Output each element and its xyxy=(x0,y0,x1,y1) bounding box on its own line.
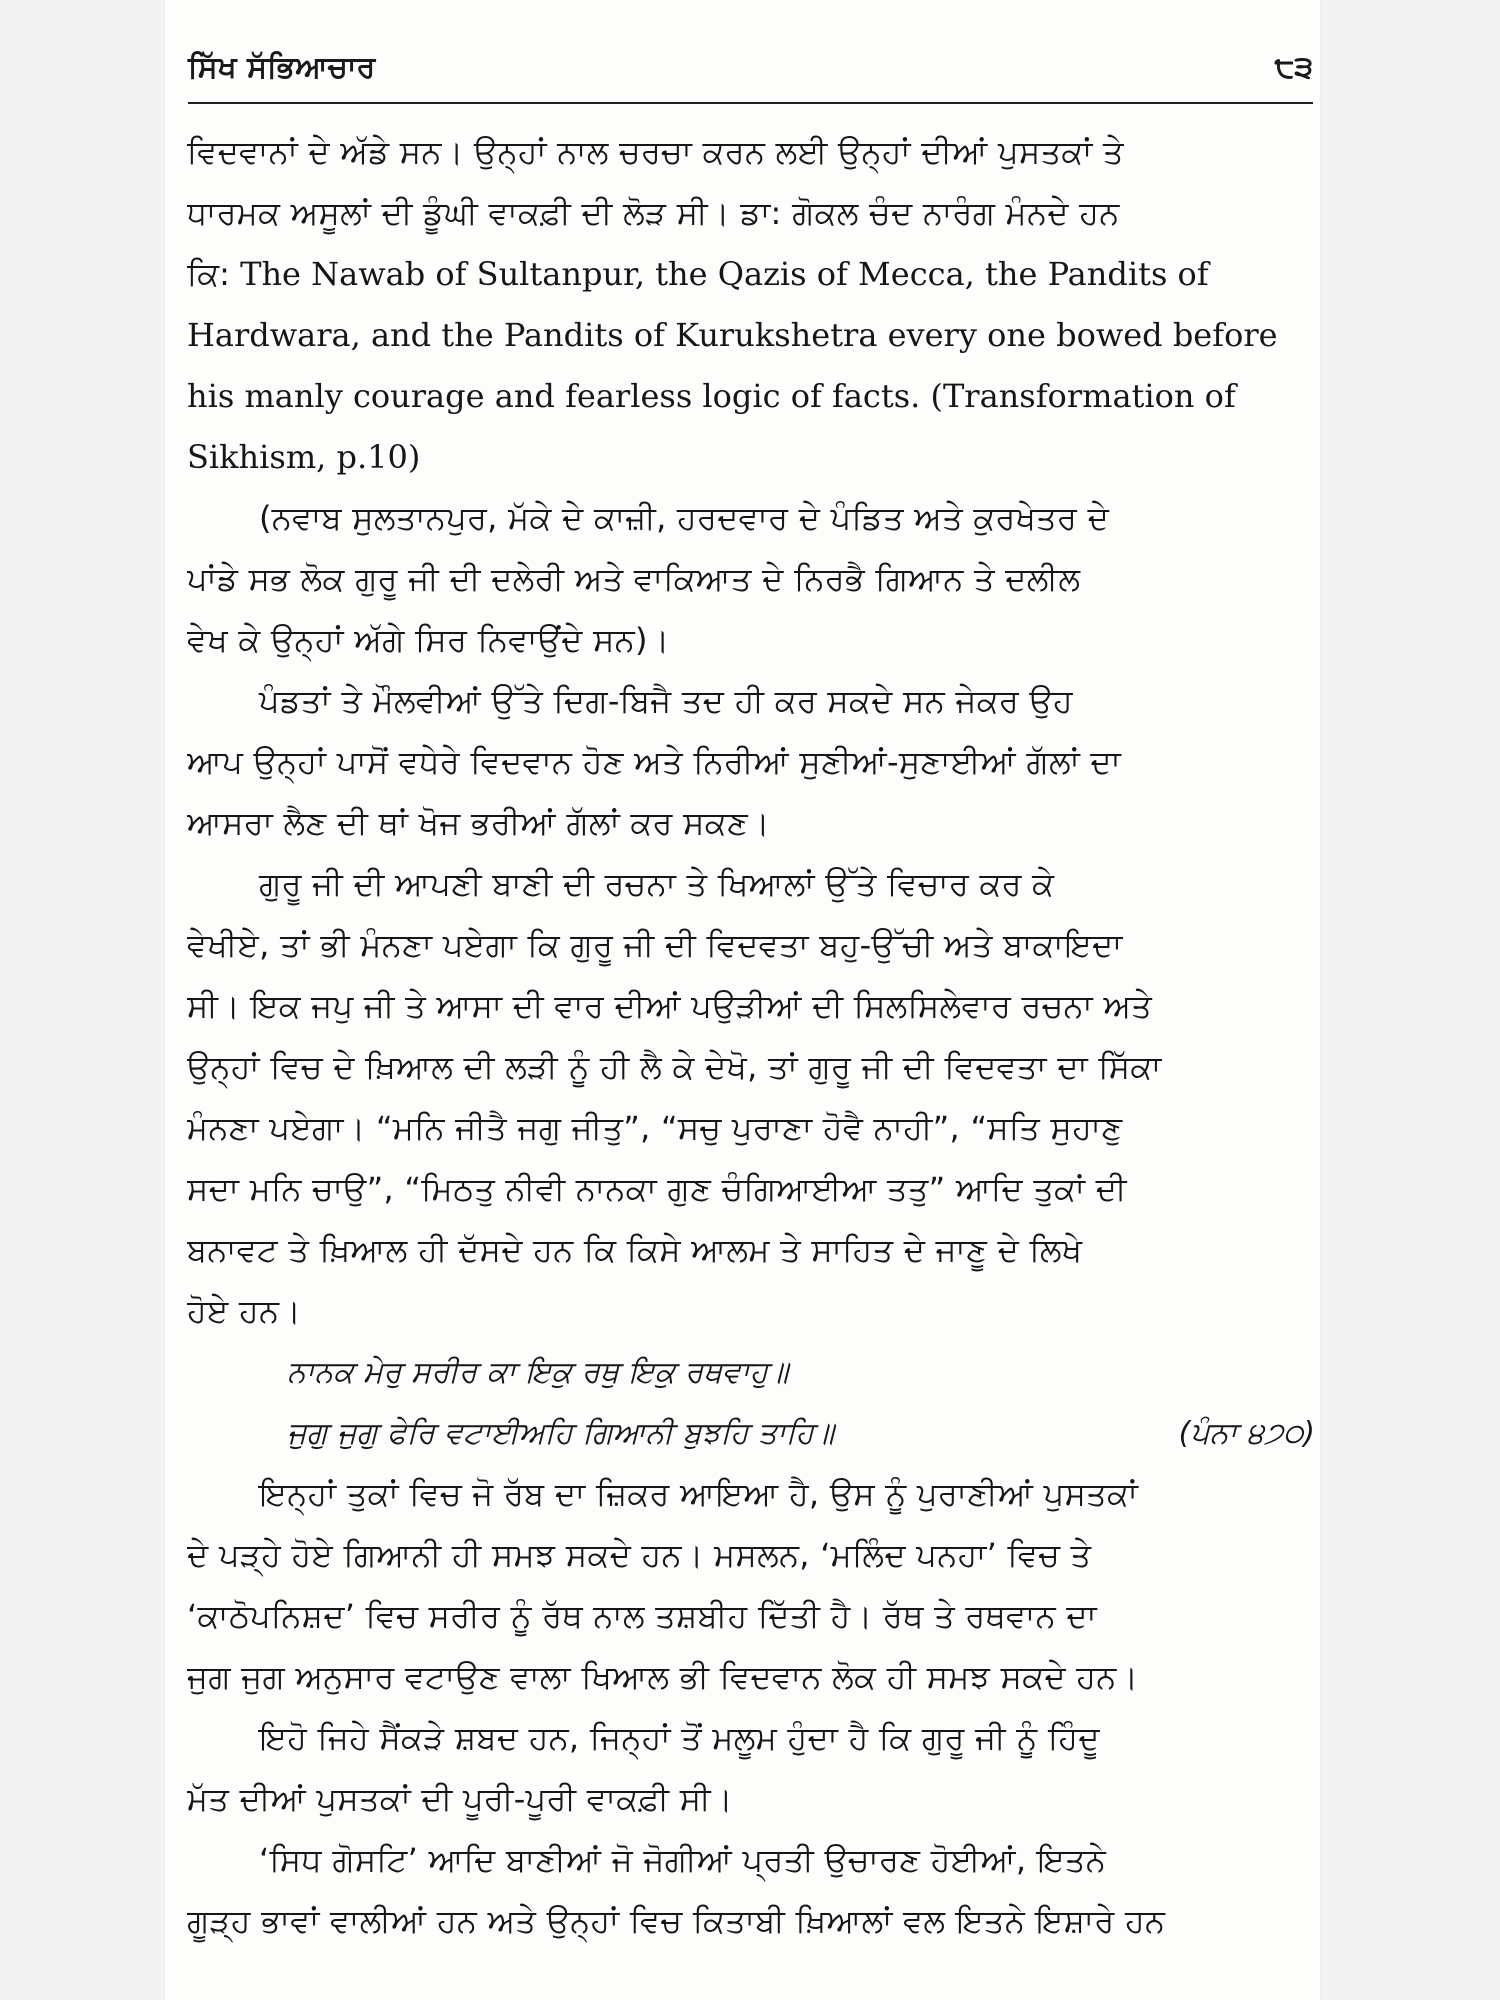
text-line: ਮੱਤ ਦੀਆਂ ਪੁਸਤਕਾਂ ਦੀ ਪੂਰੀ-ਪੂਰੀ ਵਾਕਫ਼ੀ ਸੀ। xyxy=(187,1780,733,1818)
english-quote-line: Sikhism, p.10) xyxy=(187,438,421,476)
text-line: ਵਿਦਵਾਨਾਂ ਦੇ ਅੱਡੇ ਸਨ। ਉਨ੍ਹਾਂ ਨਾਲ ਚਰਚਾ ਕਰਨ ਲਈ ਉਨ੍ਹਾਂ ਦੀਆਂ ਪੁਸਤਕਾਂ ਤੇ xyxy=(187,133,1124,171)
text-line: ਜੁਗ ਜੁਗ ਅਨੁਸਾਰ ਵਟਾਉਣ ਵਾਲਾ ਖਿਆਲ ਭੀ ਵਿਦਵਾਨ ਲੋਕ ਹੀ ਸਮਝ ਸਕਦੇ ਹਨ। xyxy=(187,1658,1139,1696)
verse-text: ਜੁਗੁ ਜੁਗੁ ਫੇਰਿ ਵਟਾਈਅਹਿ ਗਿਆਨੀ ਬੁਝਹਿ ਤਾਹਿ॥ xyxy=(287,1416,835,1451)
book-page xyxy=(165,0,1320,2000)
text-line: ਵੇਖੀਏ, ਤਾਂ ਭੀ ਮੰਨਣਾ ਪਏਗਾ ਕਿ ਗੁਰੂ ਜੀ ਦੀ ਵਿਦਵਤਾ ਬਹੁ-ਉੱਚੀ ਅਤੇ ਬਾਕਾਇਦਾ xyxy=(187,926,1123,964)
text-line: ਦੇ ਪੜ੍ਹੇ ਹੋਏ ਗਿਆਨੀ ਹੀ ਸਮਝ ਸਕਦੇ ਹਨ। ਮਸਲਨ, ‘ਮਲਿੰਦ ਪਨਹਾ’ ਵਿਚ ਤੇ xyxy=(187,1536,1092,1574)
text-line: ਇਨ੍ਹਾਂ ਤੁਕਾਂ ਵਿਚ ਜੋ ਰੱਬ ਦਾ ਜ਼ਿਕਰ ਆਇਆ ਹੈ, ਉਸ ਨੂੰ ਪੁਰਾਣੀਆਂ ਪੁਸਤਕਾਂ xyxy=(259,1475,1139,1513)
verse-text: ਨਾਨਕ ਮੇਰੁ ਸਰੀਰ ਕਾ ਇਕੁ ਰਥੁ ਇਕੁ ਰਥਵਾਹੁ॥ xyxy=(287,1355,789,1390)
text-line: ਸੀ। ਇਕ ਜਪੁ ਜੀ ਤੇ ਆਸਾ ਦੀ ਵਾਰ ਦੀਆਂ ਪਉੜੀਆਂ ਦੀ ਸਿਲਸਿਲੇਵਾਰ ਰਚਨਾ ਅਤੇ xyxy=(187,987,1153,1025)
lead-word: ਕਿ: xyxy=(187,255,230,293)
text-line: ਬਨਾਵਟ ਤੇ ਖ਼ਿਆਲ ਹੀ ਦੱਸਦੇ ਹਨ ਕਿ ਕਿਸੇ ਆਲਮ ਤੇ ਸਾਹਿਤ ਦੇ ਜਾਣੂ ਦੇ ਲਿਖੇ xyxy=(187,1231,1083,1269)
text-line: ਗੁਰੂ ਜੀ ਦੀ ਆਪਣੀ ਬਾਣੀ ਦੀ ਰਚਨਾ ਤੇ ਖਿਆਲਾਂ ਉੱਤੇ ਵਿਚਾਰ ਕਰ ਕੇ xyxy=(259,865,1055,903)
text-line: ਇਹੋ ਜਿਹੇ ਸੈਂਕੜੇ ਸ਼ਬਦ ਹਨ, ਜਿਨ੍ਹਾਂ ਤੋਂ ਮਲੂਮ ਹੁੰਦਾ ਹੈ ਕਿ ਗੁਰੂ ਜੀ ਨੂੰ ਹਿੰਦੂ xyxy=(259,1719,1100,1757)
text-line: ਆਸਰਾ ਲੈਣ ਦੀ ਥਾਂ ਖੋਜ ਭਰੀਆਂ ਗੱਲਾਂ ਕਰ ਸਕਣ। xyxy=(187,804,770,842)
gurbani-verse-line xyxy=(187,1403,1315,1464)
text-line: ਪੰਡਤਾਂ ਤੇ ਮੌਲਵੀਆਂ ਉੱਤੇ ਦਿਗ-ਬਿਜੈ ਤਦ ਹੀ ਕਰ ਸਕਦੇ ਸਨ ਜੇਕਰ ਉਹ xyxy=(259,682,1073,720)
text-line: ਧਾਰਮਕ ਅਸੂਲਾਂ ਦੀ ਡੂੰਘੀ ਵਾਕਫ਼ੀ ਦੀ ਲੋੜ ਸੀ। ਡਾ: ਗੋਕਲ ਚੰਦ ਨਾਰੰਗ ਮੰਨਦੇ ਹਨ xyxy=(187,194,1120,232)
text-line: ਵੇਖ ਕੇ ਉਨ੍ਹਾਂ ਅੱਗੇ ਸਿਰ ਨਿਵਾਉਂਦੇ ਸਨ)। xyxy=(187,621,670,659)
running-header xyxy=(188,50,1313,104)
text-line: ‘ਸਿਧ ਗੋਸਟਿ’ ਆਦਿ ਬਾਣੀਆਂ ਜੋ ਜੋਗੀਆਂ ਪ੍ਰਤੀ ਉਚਾਰਣ ਹੋਈਆਂ, ਇਤਨੇ xyxy=(259,1841,1107,1879)
english-quote-line: Hardwara, and the Pandits of Kurukshetra every one bowed before xyxy=(187,316,1278,354)
text-line: ਸਦਾ ਮਨਿ ਚਾਉ”, “ਮਿਠਤੁ ਨੀਵੀ ਨਾਨਕਾ ਗੁਣ ਚੰਗਿਆਈਆ ਤਤੁ” ਆਦਿ ਤੁਕਾਂ ਦੀ xyxy=(187,1170,1127,1208)
text-line: ਹੋਏ ਹਨ। xyxy=(187,1292,302,1330)
page-number: ੮੩ xyxy=(1274,50,1313,85)
text-line: ਉਨ੍ਹਾਂ ਵਿਚ ਦੇ ਖ਼ਿਆਲ ਦੀ ਲੜੀ ਨੂੰ ਹੀ ਲੈ ਕੇ ਦੇਖੋ, ਤਾਂ ਗੁਰੂ ਜੀ ਦੀ ਵਿਦਵਤਾ ਦਾ ਸਿੱਕਾ xyxy=(187,1048,1162,1086)
english-quote-line xyxy=(187,244,1315,305)
text-line: ਪਾਂਡੇ ਸਭ ਲੋਕ ਗੁਰੂ ਜੀ ਦੀ ਦਲੇਰੀ ਅਤੇ ਵਾਕਿਆਤ ਦੇ ਨਿਰਭੈ ਗਿਆਨ ਤੇ ਦਲੀਲ xyxy=(187,560,1081,598)
text-line: ਮੰਨਣਾ ਪਏਗਾ। “ਮਨਿ ਜੀਤੈ ਜਗੁ ਜੀਤੁ”, “ਸਚੁ ਪੁਰਾਣਾ ਹੋਵੈ ਨਾਹੀ”, “ਸਤਿ ਸੁਹਾਣੁ xyxy=(187,1109,1123,1147)
text-line: ‘ਕਾਠੋਪਨਿਸ਼ਦ’ ਵਿਚ ਸਰੀਰ ਨੂੰ ਰੱਥ ਨਾਲ ਤਸ਼ਬੀਹ ਦਿੱਤੀ ਹੈ। ਰੱਥ ਤੇ ਰਥਵਾਨ ਦਾ xyxy=(187,1597,1097,1635)
gurbani-verse-line xyxy=(187,1342,1315,1403)
verse-reference: (ਪੰਨਾ ੪੭੦) xyxy=(1178,1416,1315,1451)
book-title: ਸਿੱਖ ਸੱਭਿਆਚਾਰ xyxy=(188,50,376,85)
text-line: ਆਪ ਉਨ੍ਹਾਂ ਪਾਸੋਂ ਵਧੇਰੇ ਵਿਦਵਾਨ ਹੋਣ ਅਤੇ ਨਿਰੀਆਂ ਸੁਣੀਆਂ-ਸੁਣਾਈਆਂ ਗੱਲਾਂ ਦਾ xyxy=(187,743,1122,781)
text-line: ਗੂੜ੍ਹ ਭਾਵਾਂ ਵਾਲੀਆਂ ਹਨ ਅਤੇ ਉਨ੍ਹਾਂ ਵਿਚ ਕਿਤਾਬੀ ਖ਼ਿਆਲਾਂ ਵਲ ਇਤਨੇ ਇਸ਼ਾਰੇ ਹਨ xyxy=(187,1902,1166,1940)
english-quote-line: his manly courage and fearless logic of facts. (Transformation of xyxy=(187,377,1236,415)
text-line: (ਨਵਾਬ ਸੁਲਤਾਨਪੁਰ, ਮੱਕੇ ਦੇ ਕਾਜ਼ੀ, ਹਰਦਵਾਰ ਦੇ ਪੰਡਿਤ ਅਤੇ ਕੁਰਖੇਤਰ ਦੇ xyxy=(259,499,1110,537)
quote-text: The Nawab of Sultanpur, the Qazis of Mecca, the Pandits of xyxy=(240,255,1209,293)
page-body xyxy=(187,122,1315,1952)
